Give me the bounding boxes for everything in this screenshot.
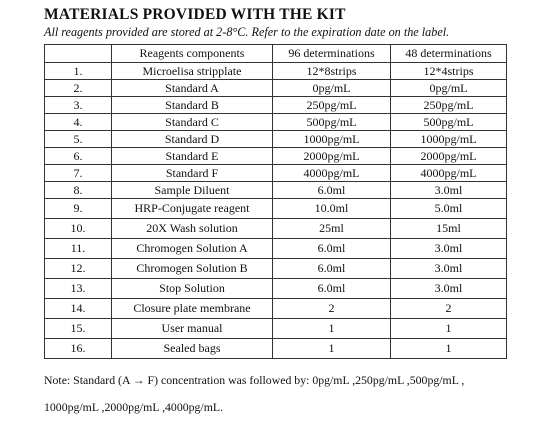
amount-48: 12*4strips — [391, 63, 507, 80]
table-header-row — [45, 45, 507, 63]
amount-96: 6.0ml — [273, 182, 391, 199]
row-number: 4. — [45, 114, 112, 131]
row-number: 6. — [45, 148, 112, 165]
amount-96: 2 — [273, 299, 391, 319]
col-header-48-determinations: 48 determinations — [391, 45, 507, 63]
table-row — [45, 80, 507, 97]
amount-96: 1000pg/mL — [273, 131, 391, 148]
row-number: 10. — [45, 219, 112, 239]
table-row — [45, 199, 507, 219]
amount-48: 15ml — [391, 219, 507, 239]
table-row — [45, 182, 507, 199]
row-number: 8. — [45, 182, 112, 199]
amount-48: 500pg/mL — [391, 114, 507, 131]
amount-96: 250pg/mL — [273, 97, 391, 114]
amount-48: 1000pg/mL — [391, 131, 507, 148]
col-header-96-determinations: 96 determinations — [273, 45, 391, 63]
reagent-name: Standard D — [112, 131, 273, 148]
table-row — [45, 97, 507, 114]
row-number: 9. — [45, 199, 112, 219]
amount-96: 25ml — [273, 219, 391, 239]
amount-48: 250pg/mL — [391, 97, 507, 114]
amount-48: 3.0ml — [391, 239, 507, 259]
reagent-name: Standard A — [112, 80, 273, 97]
table-row — [45, 219, 507, 239]
reagent-name: Standard B — [112, 97, 273, 114]
reagent-name: Chromogen Solution A — [112, 239, 273, 259]
reagent-name: Sample Diluent — [112, 182, 273, 199]
amount-48: 0pg/mL — [391, 80, 507, 97]
row-number: 2. — [45, 80, 112, 97]
table-row — [45, 131, 507, 148]
note-line-1: Note: Standard (A → F) concentration was followed by: 0pg/mL ,250pg/mL ,500pg/mL , — [44, 373, 465, 387]
amount-48: 3.0ml — [391, 259, 507, 279]
section-title: MATERIALS PROVIDED WITH THE KIT — [44, 6, 346, 23]
table-row — [45, 114, 507, 131]
row-number: 5. — [45, 131, 112, 148]
amount-96: 0pg/mL — [273, 80, 391, 97]
row-number: 12. — [45, 259, 112, 279]
table-row — [45, 148, 507, 165]
amount-96: 10.0ml — [273, 199, 391, 219]
col-header-number — [45, 45, 112, 63]
amount-96: 2000pg/mL — [273, 148, 391, 165]
amount-96: 6.0ml — [273, 239, 391, 259]
note-line-2: 1000pg/mL ,2000pg/mL ,4000pg/mL. — [44, 400, 224, 414]
reagent-name: Stop Solution — [112, 279, 273, 299]
reagent-name: HRP-Conjugate reagent — [112, 199, 273, 219]
amount-48: 3.0ml — [391, 182, 507, 199]
row-number: 3. — [45, 97, 112, 114]
table-row — [45, 299, 507, 319]
amount-96: 6.0ml — [273, 279, 391, 299]
amount-48: 4000pg/mL — [391, 165, 507, 182]
col-header-reagent: Reagents components — [112, 45, 273, 63]
amount-96: 12*8strips — [273, 63, 391, 80]
table-row — [45, 279, 507, 299]
reagent-name: Standard C — [112, 114, 273, 131]
reagent-name: Microelisa stripplate — [112, 63, 273, 80]
reagent-name: 20X Wash solution — [112, 219, 273, 239]
amount-96: 6.0ml — [273, 259, 391, 279]
amount-96: 4000pg/mL — [273, 165, 391, 182]
reagent-name: Standard E — [112, 148, 273, 165]
materials-table — [44, 44, 507, 359]
table-row — [45, 165, 507, 182]
reagent-name: Chromogen Solution B — [112, 259, 273, 279]
row-number: 7. — [45, 165, 112, 182]
row-number: 16. — [45, 339, 112, 359]
amount-96: 1 — [273, 339, 391, 359]
row-number: 14. — [45, 299, 112, 319]
amount-96: 500pg/mL — [273, 114, 391, 131]
row-number: 13. — [45, 279, 112, 299]
amount-48: 2 — [391, 299, 507, 319]
amount-48: 2000pg/mL — [391, 148, 507, 165]
reagent-name: Standard F — [112, 165, 273, 182]
reagent-name: User manual — [112, 319, 273, 339]
table-row — [45, 319, 507, 339]
table-row — [45, 339, 507, 359]
table-row — [45, 259, 507, 279]
amount-48: 5.0ml — [391, 199, 507, 219]
row-number: 1. — [45, 63, 112, 80]
reagent-name: Closure plate membrane — [112, 299, 273, 319]
table-row — [45, 63, 507, 80]
row-number: 11. — [45, 239, 112, 259]
amount-48: 1 — [391, 319, 507, 339]
amount-96: 1 — [273, 319, 391, 339]
amount-48: 3.0ml — [391, 279, 507, 299]
table-row — [45, 239, 507, 259]
row-number: 15. — [45, 319, 112, 339]
amount-48: 1 — [391, 339, 507, 359]
reagent-name: Sealed bags — [112, 339, 273, 359]
storage-note: All reagents provided are stored at 2-8°C. Refer to the expiration date on the label. — [44, 25, 450, 39]
